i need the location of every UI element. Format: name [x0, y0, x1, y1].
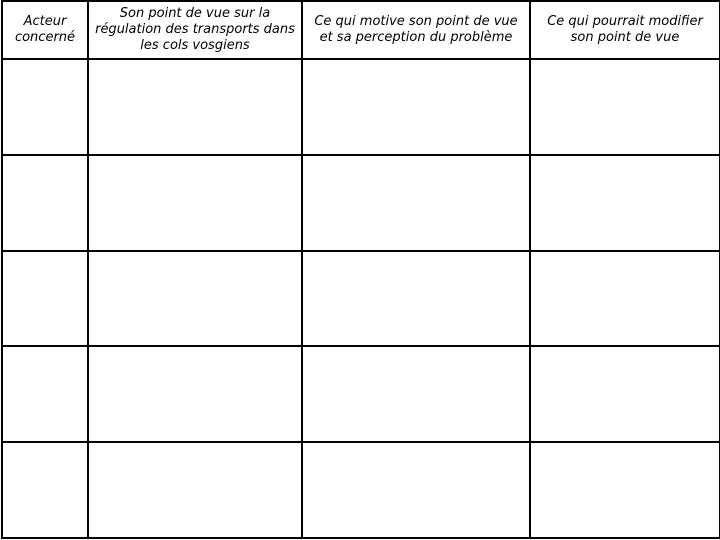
table-cell[interactable]: [2, 442, 88, 538]
table-row: [2, 59, 720, 155]
table-cell[interactable]: [2, 59, 88, 155]
table-cell[interactable]: [530, 251, 720, 347]
header-change-factors-label: Ce qui pourrait modifier son point de vue: [547, 14, 703, 45]
header-motivation: [302, 1, 530, 59]
table-row: [2, 251, 720, 347]
table-cell[interactable]: [88, 155, 302, 251]
table-cell[interactable]: [302, 251, 530, 347]
table-cell[interactable]: [302, 59, 530, 155]
table-cell[interactable]: [530, 442, 720, 538]
actor-analysis-table: [1, 0, 720, 539]
header-motivation-label: Ce qui motive son point de vue et sa perception du problème: [314, 14, 518, 45]
table-cell[interactable]: [88, 346, 302, 442]
table-cell[interactable]: [302, 346, 530, 442]
table-row: [2, 155, 720, 251]
table-cell[interactable]: [302, 155, 530, 251]
table-cell[interactable]: [2, 155, 88, 251]
header-actor: [2, 1, 88, 59]
table-cell[interactable]: [88, 442, 302, 538]
header-viewpoint: [88, 1, 302, 59]
header-viewpoint-label: Son point de vue sur la régulation des transports dans les cols vosgiens: [95, 6, 295, 53]
table-cell[interactable]: [2, 251, 88, 347]
table-cell[interactable]: [302, 442, 530, 538]
table-cell[interactable]: [530, 155, 720, 251]
table-cell[interactable]: [530, 346, 720, 442]
table-cell[interactable]: [530, 59, 720, 155]
header-actor-label: Acteur concerné: [14, 14, 76, 45]
table-cell[interactable]: [88, 251, 302, 347]
header-change-factors: [530, 1, 720, 59]
table-cell[interactable]: [2, 346, 88, 442]
table-header-row: [2, 1, 720, 59]
table-cell[interactable]: [88, 59, 302, 155]
table-row: [2, 346, 720, 442]
table-row: [2, 442, 720, 538]
